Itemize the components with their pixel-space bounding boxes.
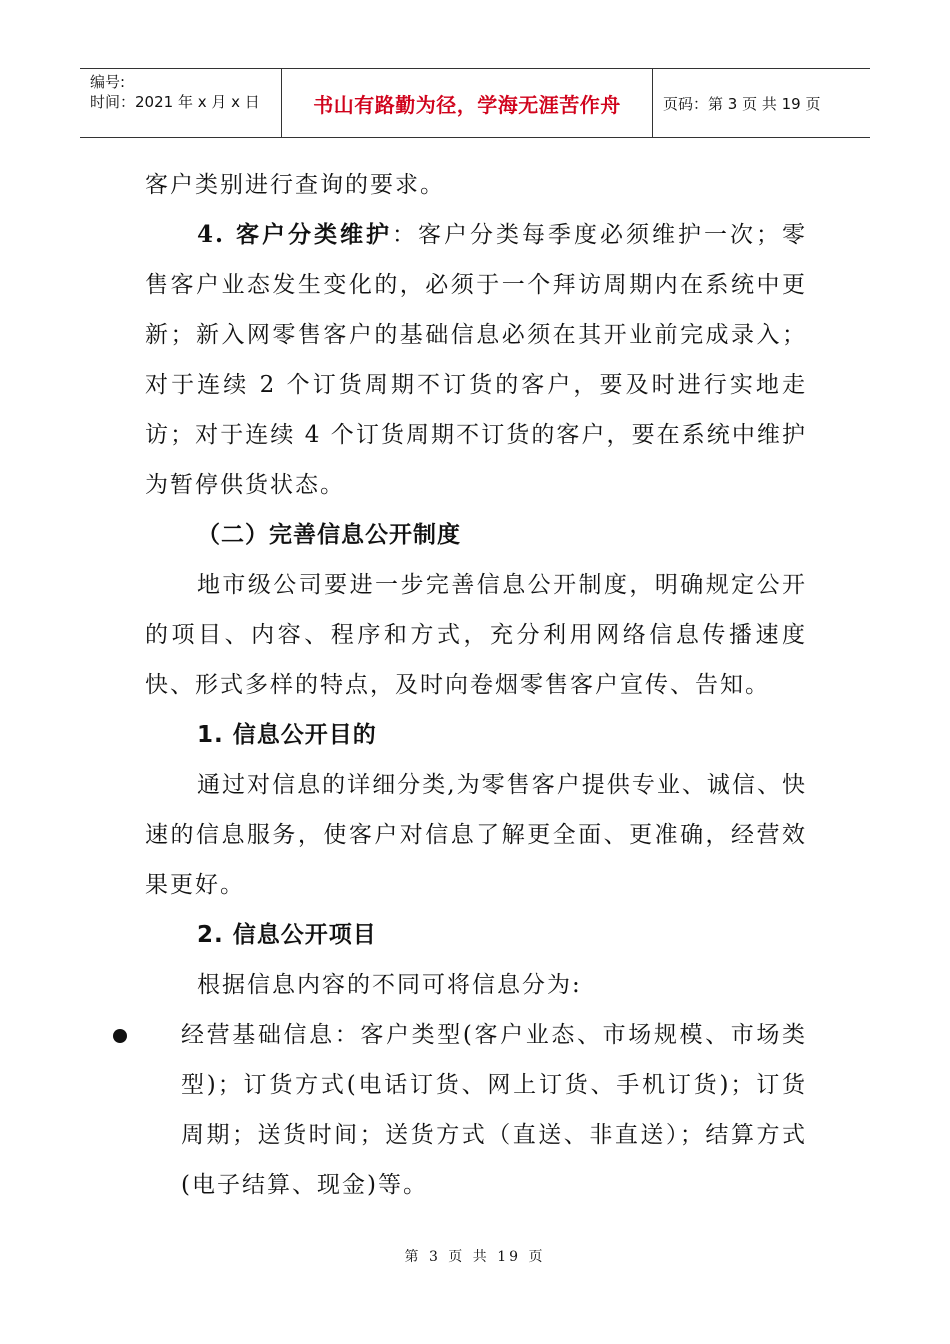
document-body	[145, 160, 807, 1210]
bullet-icon	[113, 1029, 127, 1043]
page-header	[80, 68, 870, 138]
subheading-items: 2. 信息公开项目	[197, 922, 377, 948]
paragraph-purpose: 通过对信息的详细分类,为零售客户提供专业、诚信、快速的信息服务，使客户对信息了解更全面、更准确，经营效果更好。	[145, 772, 807, 898]
paragraph-customer-maintenance	[145, 210, 807, 510]
time-label: 时间：2021 年 x 月 x 日	[90, 93, 260, 111]
paragraph-info-disclosure: 地市级公司要进一步完善信息公开制度，明确规定公开的项目、内容、程序和方式，充分利用网络信息传播速度快、形式多样的特点，及时向卷烟零售客户宣传、告知。	[145, 572, 807, 698]
paragraph-text: ：客户分类每季度必须维护一次；零售客户业态发生变化的，必须于一个拜访周期内在系统中更新；新入网零售客户的基础信息必须在其开业前完成录入；对于连续 2 个订货周期不订货的客户，要及时进行实地走访；对于连续 4 个订货周期不订货的客户，要在系统中维护为暂停供货状态。	[145, 222, 807, 498]
list-item	[113, 1010, 807, 1210]
header-motto: 书山有路勤为径，学海无涯苦作舟	[282, 69, 653, 137]
paragraph-items: 根据信息内容的不同可将信息分为:	[197, 972, 582, 998]
paragraph-continued: 客户类别进行查询的要求。	[145, 172, 445, 198]
header-meta	[80, 69, 282, 137]
subheading-purpose: 1. 信息公开目的	[197, 722, 377, 748]
bullet-text: 经营基础信息：客户类型(客户业态、市场规模、市场类型)；订货方式(电话订货、网上订货、手机订货)；订货周期；送货时间；送货方式（直送、非直送）；结算方式(电子结算、现金)等。	[181, 1022, 807, 1198]
header-page-label: 页码：第 3 页 共 19 页	[663, 94, 821, 113]
paragraph-lead: 4. 客户分类维护	[197, 221, 393, 248]
section-heading-info-disclosure: （二）完善信息公开制度	[197, 522, 461, 548]
number-label: 编号:	[90, 73, 126, 91]
page-footer: 第 3 页 共 19 页	[404, 1249, 546, 1265]
